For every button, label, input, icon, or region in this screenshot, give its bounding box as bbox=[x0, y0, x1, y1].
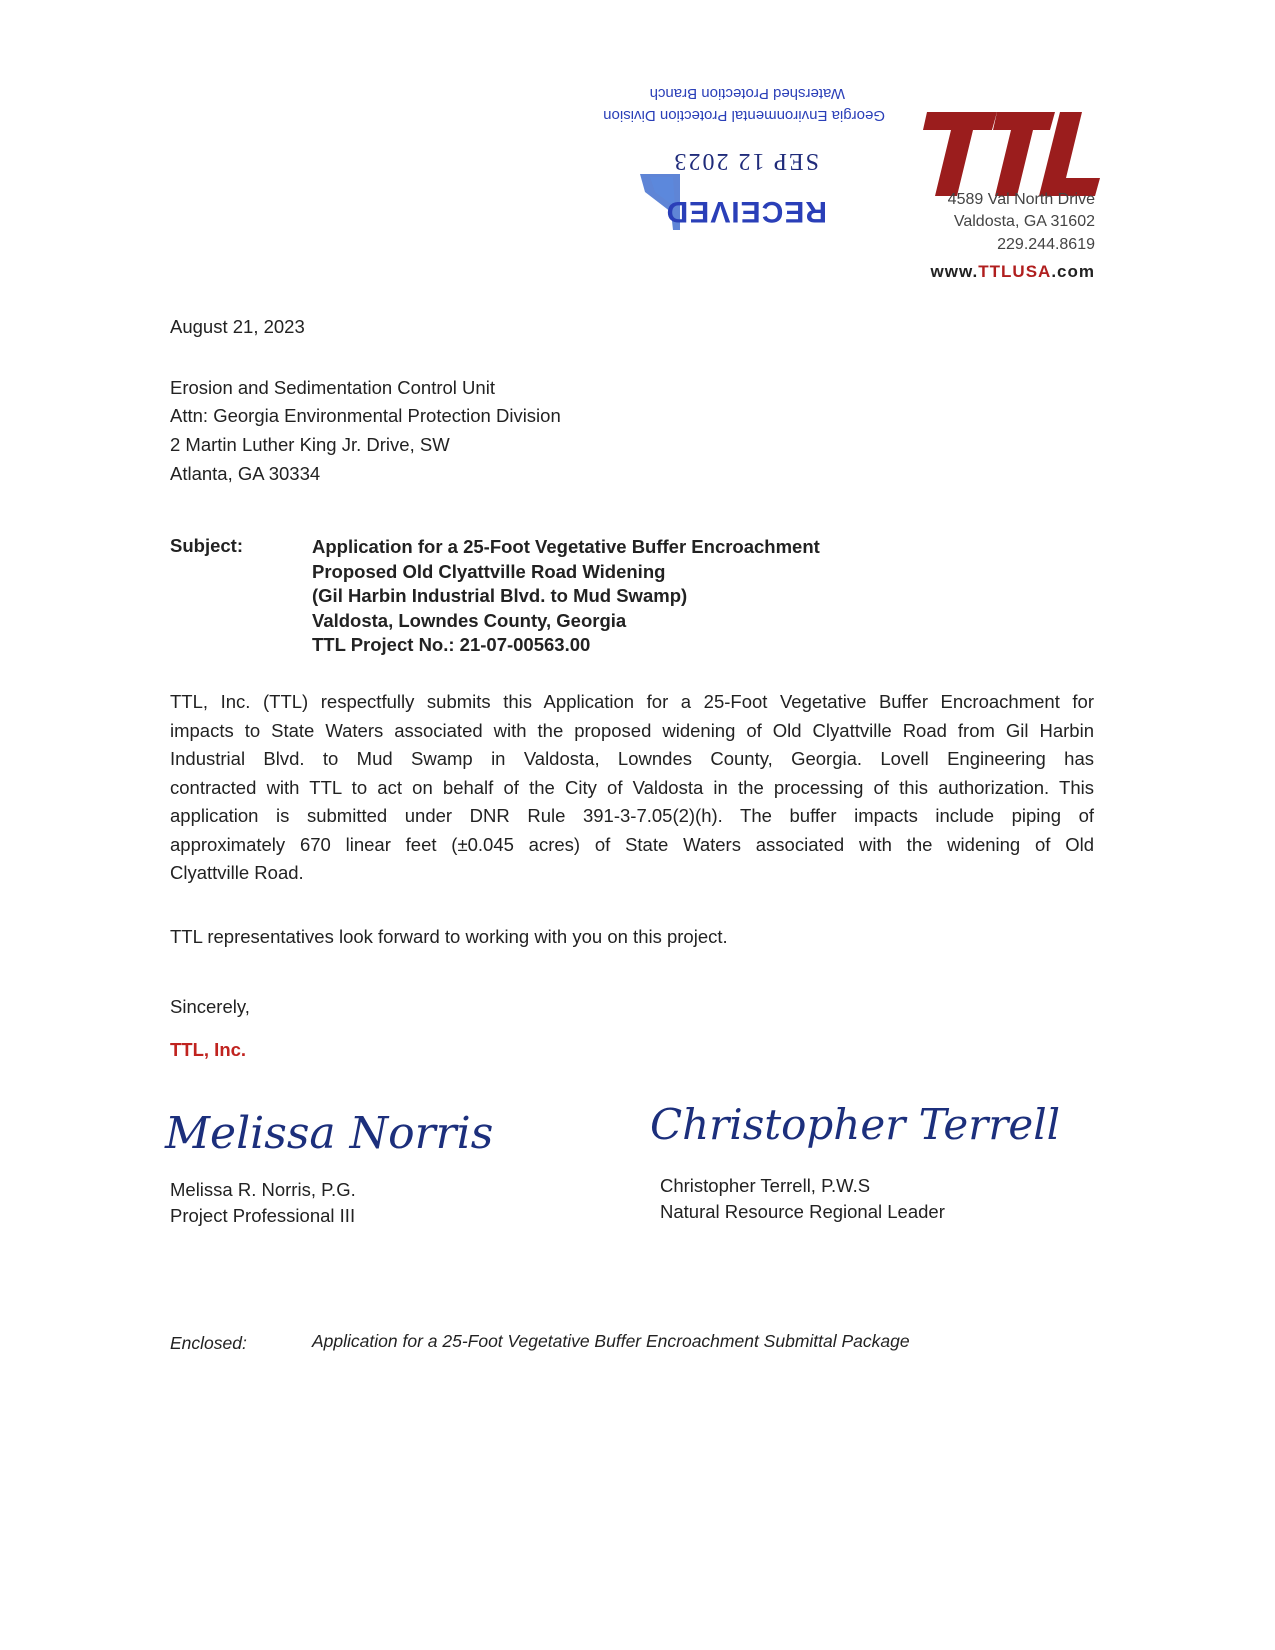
body-line: application is submitted under DNR Rule 391-3-7.05(2)(h). The buffer impacts include piping of bbox=[170, 805, 1094, 826]
subject-line: Application for a 25-Foot Vegetative Buffer Encroachment bbox=[312, 536, 820, 557]
recipient-line: Attn: Georgia Environmental Protection Division bbox=[170, 405, 561, 426]
body-line: Clyattville Road. bbox=[170, 862, 304, 883]
signer-title: Project Professional III bbox=[170, 1204, 356, 1226]
signer-name: Christopher Terrell, P.W.S bbox=[660, 1175, 871, 1196]
stamp-received-text: RECEIVED bbox=[665, 195, 827, 228]
recipient-line: Erosion and Sedimentation Control Unit bbox=[170, 377, 495, 398]
signer-block-terrell bbox=[660, 1173, 945, 1224]
enclosed-label: Enclosed: bbox=[170, 1333, 247, 1353]
website bbox=[931, 262, 1096, 282]
website-suffix: .com bbox=[1051, 262, 1095, 281]
website-brand: TTLUSA bbox=[978, 262, 1052, 281]
website-prefix: www. bbox=[930, 262, 979, 281]
subject-block bbox=[312, 535, 820, 658]
signature-terrell: Christopher Terrell bbox=[650, 1100, 1061, 1149]
stamp-date: SEP 12 2023 bbox=[672, 148, 819, 174]
company-name: TTL, Inc. bbox=[170, 1039, 247, 1060]
closing: Sincerely, bbox=[170, 996, 250, 1017]
signature-norris: Melissa Norris bbox=[165, 1108, 494, 1159]
address-line-2: Valdosta, GA 31602 bbox=[953, 213, 1095, 230]
stamp-branch: Watershed Protection Branch bbox=[649, 85, 845, 102]
subject-label: Subject: bbox=[170, 535, 243, 556]
body-line: contracted with TTL to act on behalf of the City of Valdosta in the processing of this authorization. This bbox=[170, 776, 1094, 798]
enclosed-text: Application for a 25-Foot Vegetative Buffer Encroachment Submittal Package bbox=[312, 1331, 910, 1351]
subject-line: (Gil Harbin Industrial Blvd. to Mud Swamp) bbox=[312, 585, 688, 606]
body-line: TTL, Inc. (TTL) respectfully submits this Application for a 25-Foot Vegetative Buffer Encroachment for bbox=[170, 691, 1094, 712]
closing-paragraph: TTL representatives look forward to working with you on this project. bbox=[170, 926, 728, 947]
signer-block-norris bbox=[170, 1177, 356, 1228]
signer-title: Natural Resource Regional Leader bbox=[660, 1200, 945, 1222]
body-paragraph bbox=[170, 688, 1094, 888]
subject-line: Proposed Old Clyattville Road Widening bbox=[312, 560, 666, 582]
body-line: impacts to State Waters associated with the proposed widening of Old Clyattville Road from Gil Harbin bbox=[170, 719, 1094, 741]
subject-line: Valdosta, Lowndes County, Georgia bbox=[312, 609, 627, 631]
signer-name: Melissa R. Norris, P.G. bbox=[170, 1179, 356, 1200]
received-stamp bbox=[603, 72, 905, 242]
recipient-line: 2 Martin Luther King Jr. Drive, SW bbox=[170, 434, 450, 455]
recipient-line: Atlanta, GA 30334 bbox=[170, 463, 321, 484]
body-line: Industrial Blvd. to Mud Swamp in Valdosta, Lowndes County, Georgia. Lovell Engineering has bbox=[170, 748, 1094, 769]
ttl-logo bbox=[905, 108, 1100, 200]
subject-line: TTL Project No.: 21-07-00563.00 bbox=[312, 634, 591, 655]
stamp-division: Georgia Environmental Protection Division bbox=[603, 107, 885, 124]
letter-date: August 21, 2023 bbox=[170, 316, 305, 337]
address-line-1: 4589 Val North Drive bbox=[947, 191, 1095, 208]
body-line: approximately 670 linear feet (±0.045 acres) of State Waters associated with the widening of Old bbox=[170, 833, 1094, 855]
phone-number: 229.244.8619 bbox=[997, 236, 1095, 253]
